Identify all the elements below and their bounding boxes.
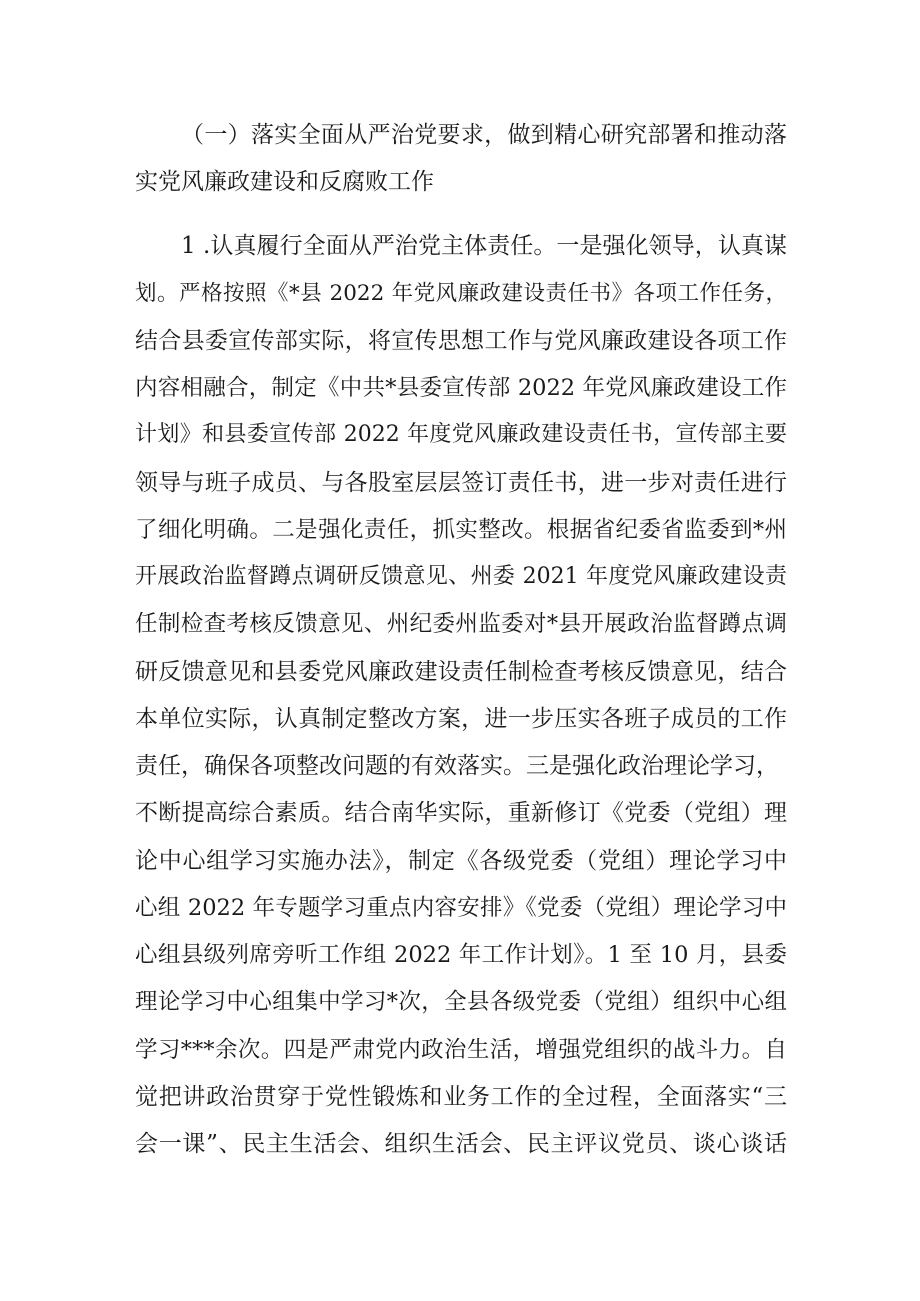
paragraph-line: 了细化明确。二是强化责任，抓实整改。根据省纪委省监委到*州 [135,517,787,543]
paragraph-line: 会一课”、民主生活会、组织生活会、民主评议党员、谈心谈话 [135,1131,787,1157]
paragraph-line: 1 .认真履行全面从严治党主体责任。一是强化领导，认真谋 [181,233,787,259]
paragraph-line: 研反馈意见和县委党风廉政建设责任制检查考核反馈意见，结合 [135,659,787,685]
paragraph-line: 开展政治监督蹲点调研反馈意见、州委 2021 年度党风廉政建设责 [135,564,787,589]
paragraph-line: 内容相融合，制定《中共*县委宣传部 2022 年党风廉政建设工作 [135,375,787,401]
section-heading-line-1: （一）落实全面从严治党要求，做到精心研究部署和推动落 [181,122,787,148]
paragraph-line: 觉把讲政治贯穿于党性锻炼和业务工作的全过程，全面落实“三 [135,1084,787,1110]
paragraph-line: 不断提高综合素质。结合南华实际，重新修订《党委（党组）理 [135,800,787,826]
paragraph-line: 学习***余次。四是严肃党内政治生活，增强党组织的战斗力。自 [135,1037,787,1063]
paragraph-line: 任制检查考核反馈意见、州纪委州监委对*县开展政治监督蹲点调 [135,611,787,637]
paragraph-line: 理论学习中心组集中学习*次，全县各级党委（党组）组织中心组 [135,989,787,1015]
paragraph-line: 计划》和县委宣传部 2022 年度党风廉政建设责任书，宣传部主要 [135,422,787,447]
paragraph-line: 划。严格按照《*县 2022 年党风廉政建设责任书》各项工作任务， [135,281,787,306]
paragraph-line: 责任，确保各项整改问题的有效落实。三是强化政治理论学习， [135,753,779,779]
paragraph-line: 领导与班子成员、与各股室层层签订责任书，进一步对责任进行 [135,470,787,496]
section-heading-line-2: 实党风廉政建设和反腐败工作 [135,169,434,195]
paragraph-line: 结合县委宣传部实际，将宣传思想工作与党风廉政建设各项工作 [135,328,787,354]
paragraph-line: 心组县级列席旁听工作组 2022 年工作计划》。1 至 10 月，县委 [135,942,787,968]
paragraph-line: 心组 2022 年专题学习重点内容安排》《党委（党组）理论学习中 [135,895,787,921]
paragraph-line: 本单位实际，认真制定整改方案，进一步压实各班子成员的工作 [135,706,787,732]
paragraph-line: 论中心组学习实施办法》，制定《各级党委（党组）理论学习中 [135,848,787,874]
